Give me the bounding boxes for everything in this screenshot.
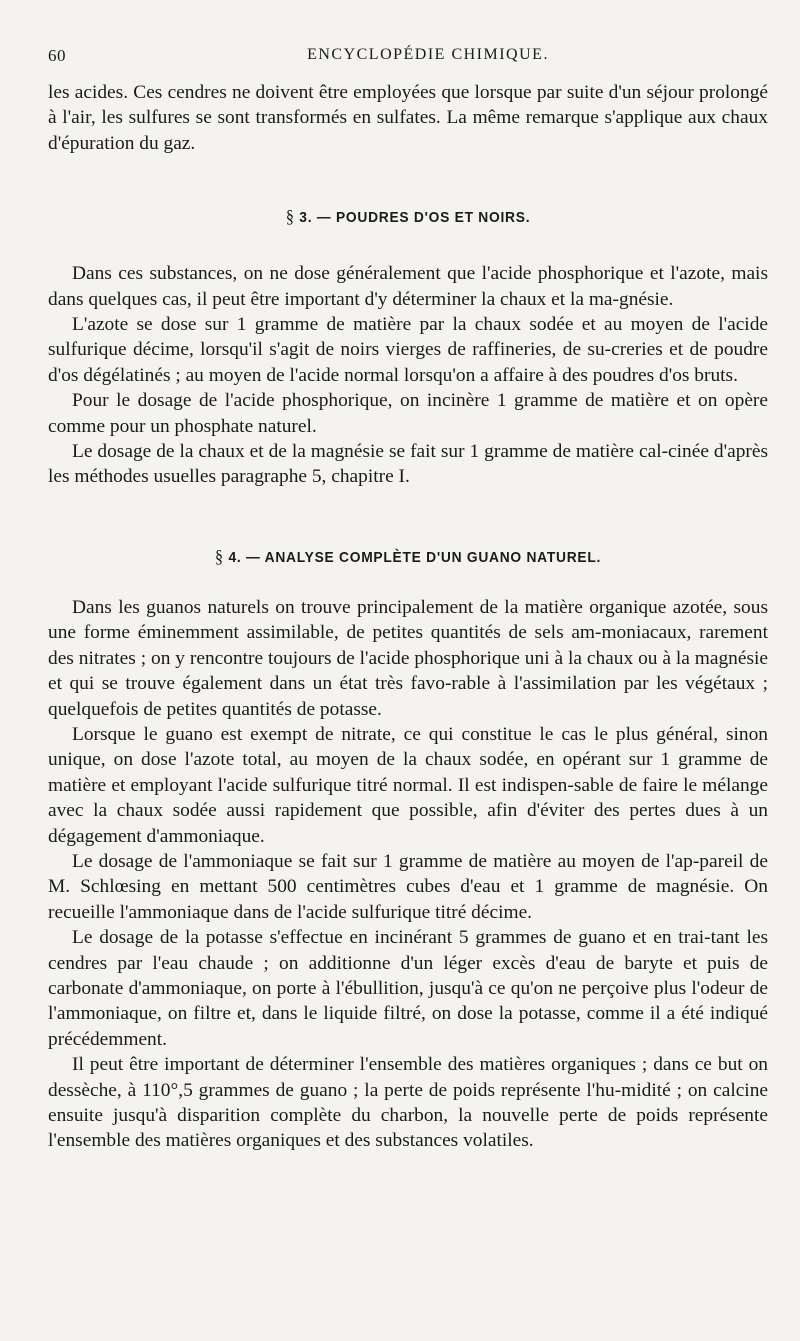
- section-title: 3. — POUDRES D'OS ET NOIRS.: [299, 209, 531, 227]
- paragraph: Pour le dosage de l'acide phosphorique, on incinère 1 gramme de matière et on opère comme pour un phosphate naturel.: [48, 390, 768, 437]
- continued-paragraph: les acides. Ces cendres ne doivent être employées que lorsque par suite d'un séjour prolongé à l'air, les sulfures se sont transformés en sulfates. La même remarque s'applique aux chaux d'épuration du gaz.: [48, 82, 768, 154]
- section-heading-3: [77, 206, 739, 227]
- paragraph: Le dosage de la chaux et de la magnésie se fait sur 1 gramme de matière cal-cinée d'après les méthodes usuelles paragraphe 5, chapitre I.: [48, 441, 768, 488]
- paragraph: Lorsque le guano est exempt de nitrate, ce qui constitue le cas le plus général, sinon unique, on dose l'azote total, au moyen de la chaux sodée, en opérant sur 1 gramme de matière et employant l'acide sulfurique titré normal. Il est indispen-sable de faire le mélange avec la chaux sodée aussi rapidement que possible, afin d'éviter des pertes dues à un dégagement d'ammoniaque.: [48, 723, 768, 847]
- running-header: [48, 46, 768, 80]
- section-heading-4: [77, 546, 739, 567]
- running-title: ENCYCLOPÉDIE CHIMIQUE.: [307, 46, 549, 63]
- section-sign: §: [285, 206, 295, 227]
- paragraph: Le dosage de l'ammoniaque se fait sur 1 gramme de matière au moyen de l'ap-pareil de M. Schlœsing en mettant 500 centimètres cubes d'eau et 1 gramme de magnésie. On recueille l'ammoniaque dans de l'acide sulfurique titré décime.: [48, 850, 768, 923]
- section-title: 4. — ANALYSE COMPLÈTE D'UN GUANO NATUREL.: [228, 548, 602, 566]
- section-sign: §: [214, 545, 224, 566]
- page-number: 60: [48, 46, 66, 65]
- paragraph: Il peut être important de déterminer l'ensemble des matières organiques ; dans ce but on dessèche, à 110°,5 grammes de guano ; la perte de poids représente l'hu-midité ; on calcine ensuite jusqu'à disparition complète du charbon, la nouvelle perte de poids représente l'ensemble des matières organiques et des substances volatiles.: [48, 1054, 768, 1152]
- paragraph: Le dosage de la potasse s'effectue en incinérant 5 grammes de guano et en trai-tant les cendres par l'eau chaude ; on additionne d'un léger excès d'eau de baryte et puis de carbonate d'ammoniaque, on porte à l'ébullition, jusqu'à ce qu'on ne perçoive plus l'odeur de l'ammoniaque, on filtre et, dans le liquide filtré, on dose la potasse, comme il a été indiqué précédemment.: [48, 927, 768, 1050]
- paragraph: L'azote se dose sur 1 gramme de matière par la chaux sodée et au moyen de l'acide sulfurique décime, lorsqu'il s'agit de noirs vierges de raffineries, de su-creries et de poudre d'os dégélatinés ; au moyen de l'acide normal lorsqu'on a affaire à des poudres d'os bruts.: [48, 314, 768, 386]
- paragraph: Dans les guanos naturels on trouve principalement de la matière organique azotée, sous une forme éminemment assimilable, de petites quantités de sels am-moniacaux, rarement des nitrates ; on y rencontre toujours de l'acide phosphorique uni à la chaux ou à la magnésie et qui se trouve également dans un état très favo-rable à l'assimilation par les végétaux ; quelquefois de petites quantités de potasse.: [48, 596, 768, 720]
- paragraph: Dans ces substances, on ne dose généralement que l'acide phosphorique et l'azote, mais dans quelques cas, il peut être important d'y déterminer la chaux et la ma-gnésie.: [48, 263, 768, 310]
